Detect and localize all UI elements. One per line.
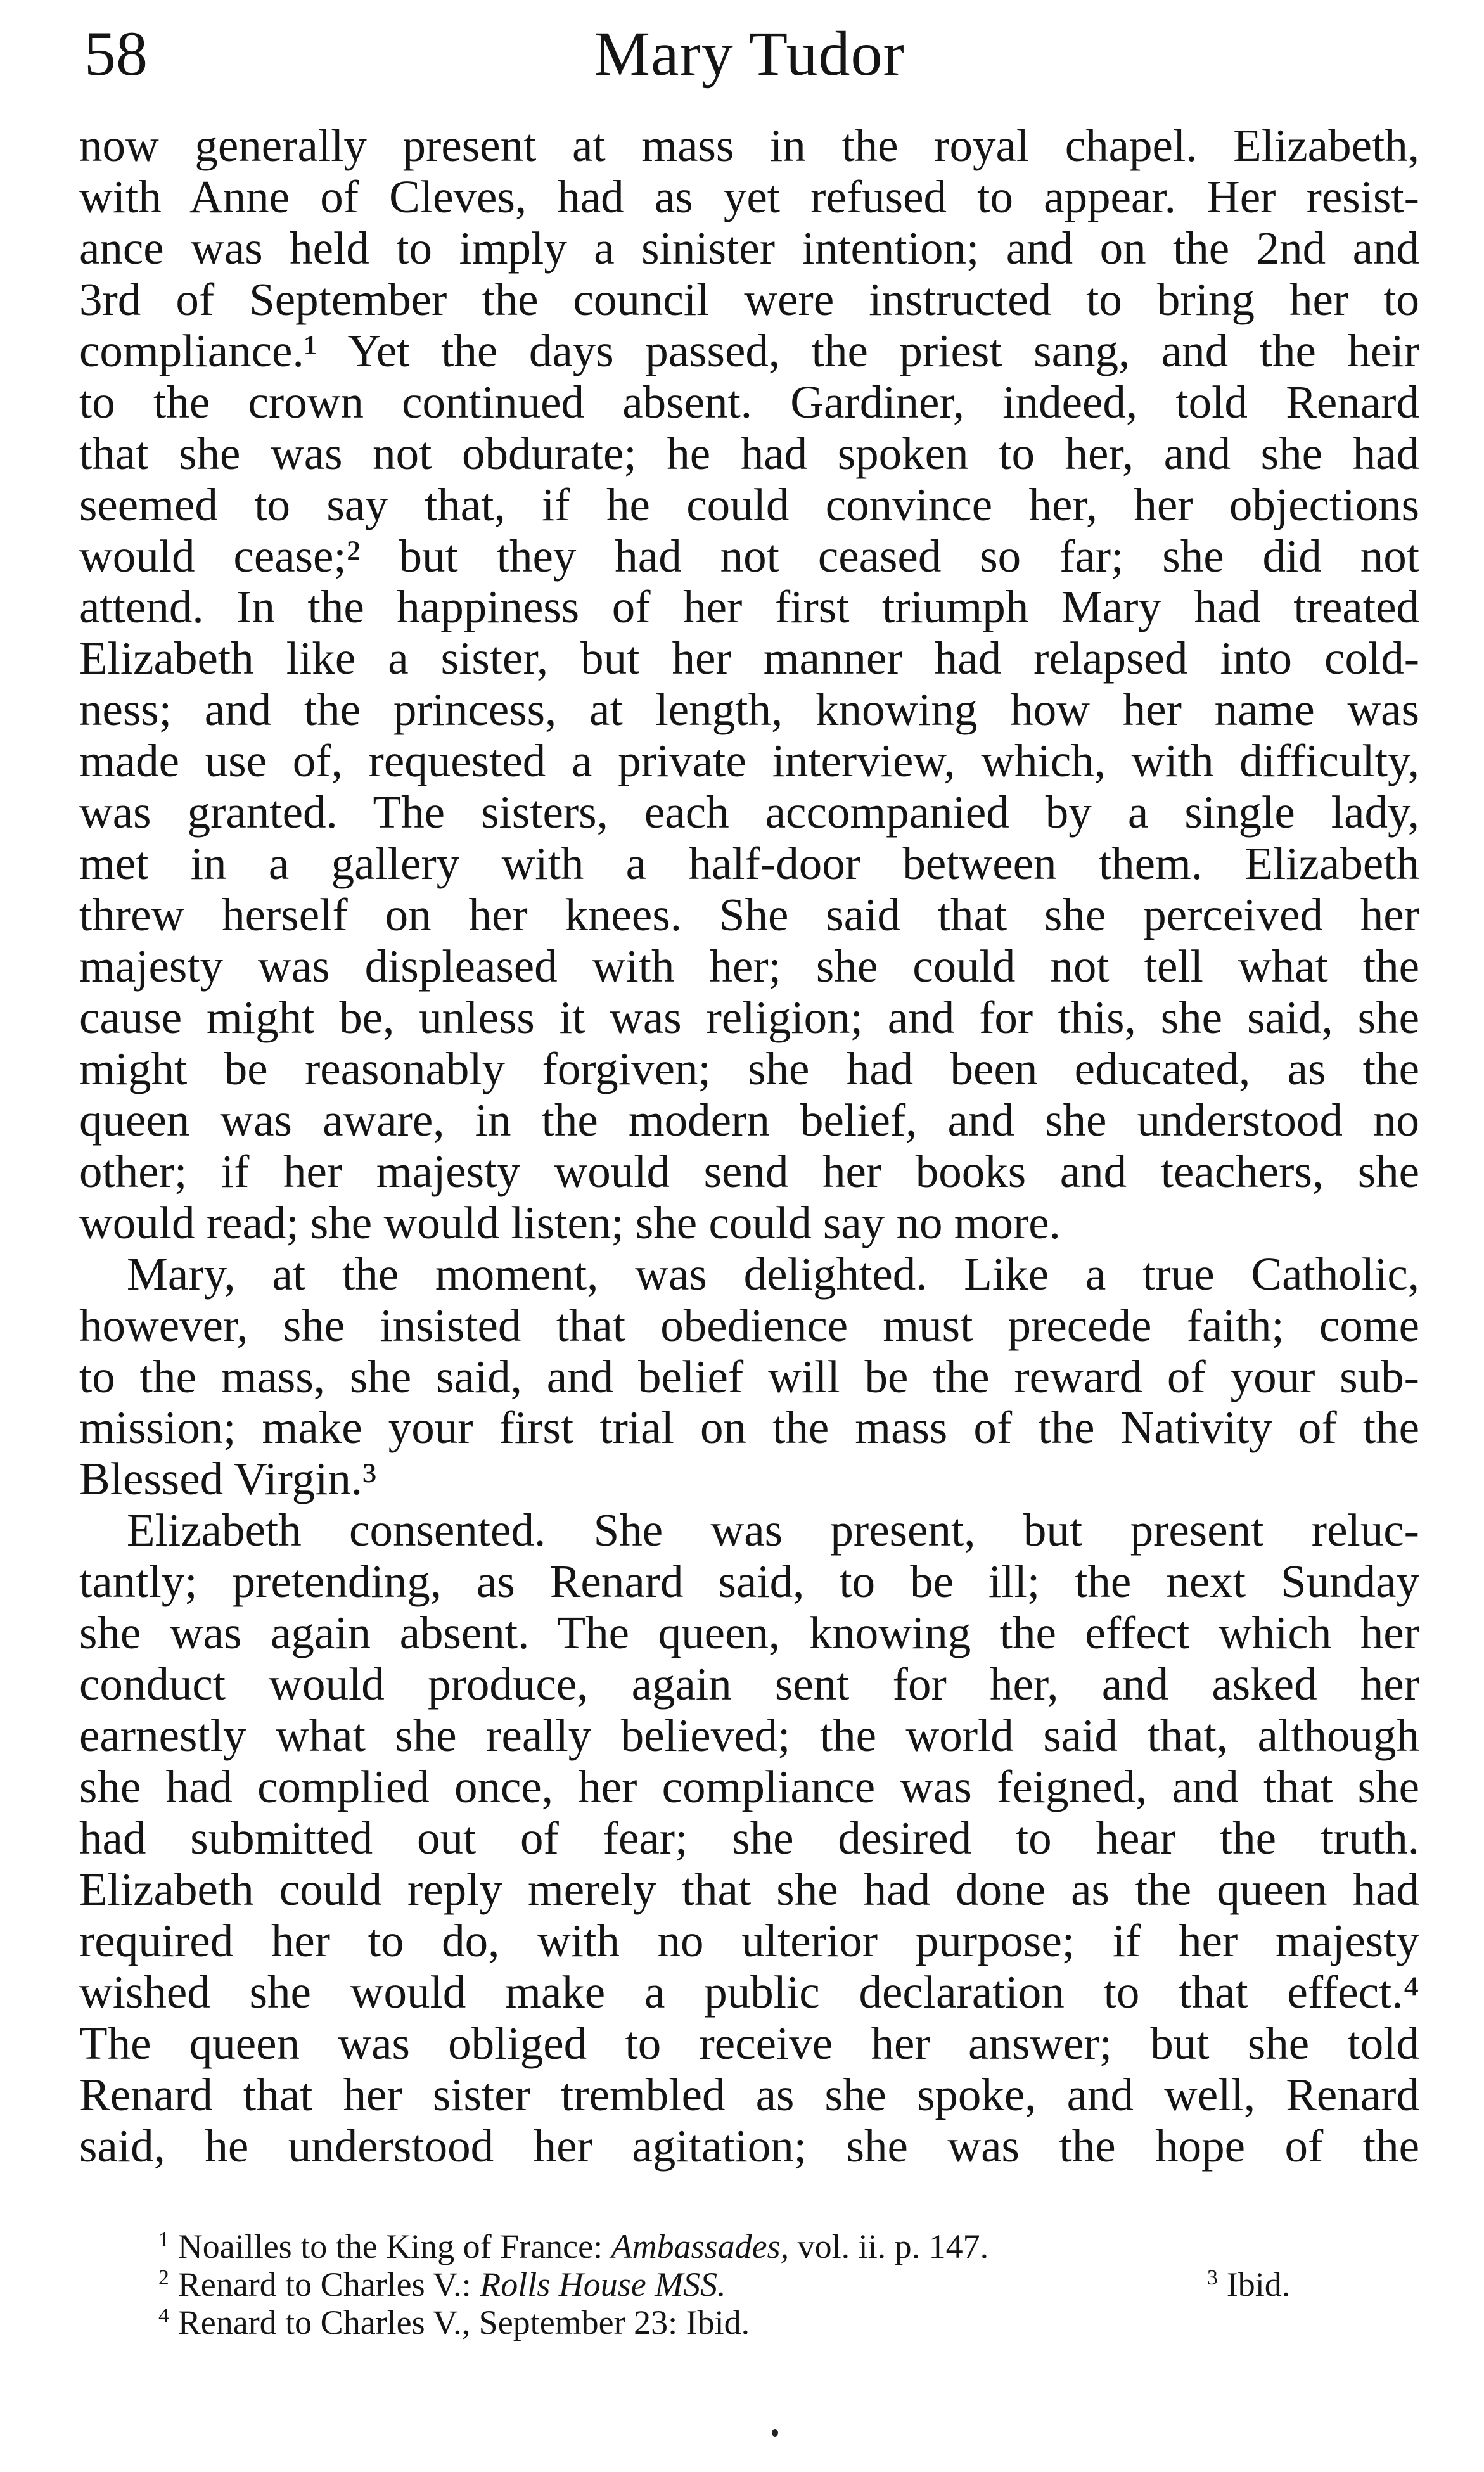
- text-line: now generally present at mass in the royal chapel. Elizabeth,: [79, 120, 1419, 171]
- footnote-italic-title: Ambassades,: [611, 2227, 790, 2265]
- text-line: required her to do, with no ulterior purpose; if her majesty: [79, 1914, 1419, 1966]
- text-line: Mary, at the moment, was delighted. Like a true Catholic,: [127, 1248, 1419, 1300]
- text-line: Elizabeth like a sister, but her manner had relapsed into cold-: [79, 632, 1419, 684]
- footnote-marker: 1: [158, 2227, 169, 2251]
- text-line: mission; make your first trial on the mass of the Nativity of the: [79, 1402, 1419, 1454]
- text-line: that she was not obdurate; he had spoken to her, and she had: [79, 427, 1419, 479]
- text-line: majesty was displeased with her; she could not tell what the: [79, 940, 1419, 992]
- text-line: wished she would make a public declaration to that effect.⁴: [79, 1966, 1419, 2018]
- text-line: earnestly what she really believed; the world said that, although: [79, 1710, 1419, 1762]
- text-line: however, she insisted that obedience must precede faith; come: [79, 1299, 1419, 1351]
- text-line: to the crown continued absent. Gardiner, indeed, told Renard: [79, 376, 1419, 428]
- footnote-marker: 3: [1207, 2265, 1218, 2289]
- body-text: [79, 120, 1419, 2172]
- footnote-text: Noailles to the King of France:: [177, 2227, 603, 2265]
- text-line: Elizabeth consented. She was present, but present reluc-: [127, 1504, 1419, 1556]
- text-line: ance was held to imply a sinister intention; and on the 2nd and: [79, 222, 1419, 274]
- text-line: would cease;² but they had not ceased so far; she did not: [79, 530, 1419, 582]
- footnote-text: vol. ii. p. 147.: [797, 2227, 989, 2265]
- text-line: Blessed Virgin.³: [79, 1453, 377, 1505]
- footnote-text: Renard to Charles V., September 23: Ibid.: [177, 2303, 750, 2341]
- footnote-2: [158, 2265, 1362, 2303]
- text-line: she was again absent. The queen, knowing the effect which her: [79, 1607, 1419, 1659]
- text-line: cause might be, unless it was religion; and for this, she said, she: [79, 991, 1419, 1043]
- text-line: tantly; pretending, as Renard said, to be ill; the next Sunday: [79, 1556, 1419, 1608]
- text-line: had submitted out of fear; she desired to hear the truth.: [79, 1812, 1419, 1864]
- text-line: was granted. The sisters, each accompanied by a single lady,: [79, 786, 1419, 838]
- text-line: Elizabeth could reply merely that she had done as the queen had: [79, 1863, 1419, 1915]
- footnote-text: Renard to Charles V.:: [177, 2265, 471, 2303]
- text-line: might be reasonably forgiven; she had been educated, as the: [79, 1042, 1419, 1094]
- text-line: met in a gallery with a half-door between them. Elizabeth: [79, 838, 1419, 890]
- text-line: to the mass, she said, and belief will be the reward of your sub-: [79, 1350, 1419, 1402]
- footnote-3: [1207, 2265, 1290, 2303]
- text-line: seemed to say that, if he could convince her, her objections: [79, 478, 1419, 530]
- text-line: with Anne of Cleves, had as yet refused to appear. Her resist-: [79, 170, 1419, 222]
- text-line: attend. In the happiness of her first triumph Mary had treated: [79, 581, 1419, 633]
- text-line: 3rd of September the council were instructed to bring her to: [79, 273, 1419, 325]
- running-header: [79, 13, 1419, 92]
- running-title: Mary Tudor: [594, 18, 905, 89]
- text-line: conduct would produce, again sent for her, and asked her: [79, 1658, 1419, 1710]
- footnote-marker: 2: [158, 2265, 169, 2289]
- page-number: 58: [84, 18, 148, 89]
- text-line: said, he understood her agitation; she was the hope of the: [79, 2120, 1419, 2172]
- text-line: threw herself on her knees. She said that she perceived her: [79, 889, 1419, 941]
- text-line: queen was aware, in the modern belief, and she understood no: [79, 1094, 1419, 1146]
- text-line: ness; and the princess, at length, knowing how her name was: [79, 684, 1419, 736]
- footnote-1: [158, 2227, 1362, 2265]
- text-line: other; if her majesty would send her books and teachers, she: [79, 1145, 1419, 1197]
- text-line: would read; she would listen; she could say no more.: [79, 1196, 1061, 1248]
- footnote-italic-title: Rolls House MSS.: [480, 2265, 726, 2303]
- footnote-text: Ibid.: [1226, 2265, 1291, 2303]
- text-line: made use of, requested a private interview, which, with difficulty,: [79, 735, 1419, 787]
- text-line: The queen was obliged to receive her answer; but she told: [79, 2017, 1419, 2069]
- text-line: compliance.¹ Yet the days passed, the priest sang, and the heir: [79, 324, 1419, 376]
- footnote-4: [158, 2303, 1362, 2341]
- text-line: Renard that her sister trembled as she spoke, and well, Renard: [79, 2068, 1419, 2120]
- footnote-marker: 4: [158, 2303, 169, 2328]
- text-line: she had complied once, her compliance was feigned, and that she: [79, 1761, 1419, 1812]
- footnotes: [158, 2227, 1362, 2341]
- printer-mark: [772, 2429, 778, 2437]
